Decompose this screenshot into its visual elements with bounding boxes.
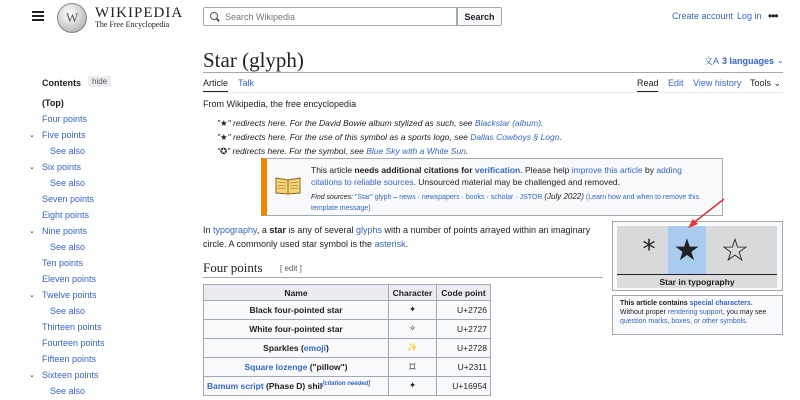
- title-divider: [203, 72, 783, 73]
- intro-text-e: .: [405, 239, 409, 249]
- col-codepoint-header: Code point: [437, 285, 491, 301]
- row-character: ✧: [389, 320, 437, 339]
- hatnote-text: .: [465, 146, 469, 156]
- asterisk-link[interactable]: asterisk: [374, 239, 406, 249]
- find-books-link[interactable]: books: [465, 194, 485, 201]
- more-options-icon[interactable]: •••: [768, 9, 778, 23]
- question-marks-link[interactable]: question marks, boxes, or other symbols: [620, 318, 746, 325]
- black-star-glyph: ★: [668, 226, 706, 274]
- row-name-text: Sparkles (: [263, 343, 304, 353]
- special-characters-link[interactable]: special characters: [689, 300, 751, 307]
- intro-paragraph: [203, 223, 608, 251]
- row-codepoint: U+16954: [437, 377, 491, 396]
- hatnote-text: "★" redirects here. For the David Bowie album stylized as such, see: [217, 118, 475, 128]
- notice-text-8: . Unsourced material may be challenged and removed.: [413, 177, 621, 187]
- toc-item[interactable]: (Top): [42, 98, 64, 108]
- find-sources-label: Find sources:: [311, 194, 355, 201]
- improve-article-link[interactable]: improve this article: [571, 165, 643, 175]
- hatnote-text: .: [541, 118, 544, 128]
- wikipedia-globe-logo[interactable]: [57, 3, 87, 33]
- row-name-text: ): [326, 343, 329, 353]
- col-name-header: Name: [204, 285, 389, 301]
- from-wikipedia: From Wikipedia, the free encyclopedia: [203, 99, 357, 109]
- row-character: ⌑: [389, 358, 437, 377]
- toc-item[interactable]: See also: [50, 306, 86, 316]
- hatnote-link[interactable]: Blue Sky with a White Sun: [366, 146, 466, 156]
- citation-needed-link[interactable]: [citation needed]: [322, 381, 371, 388]
- table-row: [204, 301, 491, 320]
- toc-item[interactable]: Twelve points: [42, 290, 97, 300]
- emoji-link[interactable]: emoji: [303, 343, 326, 353]
- toc-expand-chevron-icon[interactable]: ⌄: [29, 164, 35, 171]
- toc-item[interactable]: Nine points: [42, 226, 88, 236]
- annotation-arrow-icon: [680, 196, 730, 232]
- hatnote-link[interactable]: Blackstar (album): [474, 118, 542, 128]
- intro-text-d: with a number of points arrayed within an imaginary circle. A commonly used star symbol is the: [203, 225, 591, 249]
- table-row: [204, 320, 491, 339]
- toc-item[interactable]: Five points: [42, 130, 86, 140]
- section-edit-link[interactable]: [ edit ]: [280, 264, 302, 273]
- citation-notice-text: [311, 164, 711, 188]
- tab-talk[interactable]: Talk: [238, 78, 255, 88]
- toc-expand-chevron-icon[interactable]: ⌄: [29, 228, 35, 235]
- intro-text-a: In: [203, 225, 214, 235]
- col-character-header: Character: [389, 285, 437, 301]
- row-name: [204, 339, 389, 358]
- main-menu-icon[interactable]: [32, 11, 44, 21]
- row-character: ✦: [389, 377, 437, 396]
- row-character: ✦: [389, 301, 437, 320]
- row-name: White four-pointed star: [204, 320, 389, 339]
- row-name: Black four-pointed star: [204, 301, 389, 320]
- languages-button[interactable]: [704, 54, 784, 67]
- chevron-down-icon: ⌄: [777, 56, 784, 65]
- toc-item[interactable]: See also: [50, 178, 86, 188]
- toc-item[interactable]: Fourteen points: [42, 338, 105, 348]
- tools-label: Tools: [750, 78, 772, 88]
- toc-item[interactable]: Four points: [42, 114, 88, 124]
- hatnote: [217, 132, 562, 143]
- hatnote-link[interactable]: Dallas Cowboys § Logo: [470, 132, 560, 142]
- special-text-4: .: [745, 318, 748, 325]
- hatnote-text: "✪" redirects here. For the symbol, see: [217, 146, 367, 156]
- login-link[interactable]: Log in: [737, 11, 762, 21]
- table-row: [204, 358, 491, 377]
- row-codepoint: U+2727: [437, 320, 491, 339]
- row-codepoint: U+2311: [437, 358, 491, 377]
- special-text-2: . Without proper: [620, 300, 753, 316]
- tab-read[interactable]: Read: [637, 78, 659, 88]
- toc-item[interactable]: See also: [50, 386, 86, 396]
- toc-expand-chevron-icon[interactable]: ⌄: [29, 372, 35, 379]
- verification-link[interactable]: verification: [474, 165, 521, 175]
- hatnote-text: .: [559, 132, 562, 142]
- toc-item[interactable]: Six points: [42, 162, 82, 172]
- square-lozenge-link[interactable]: Square lozenge: [244, 362, 308, 372]
- languages-label: 3 languages: [722, 55, 775, 66]
- wikipedia-wordmark[interactable]: WIKIPEDIA: [95, 5, 184, 21]
- notice-text-2: needs additional citations for: [354, 165, 475, 175]
- toc-expand-chevron-icon[interactable]: ⌄: [29, 292, 35, 299]
- glyphs-link[interactable]: glyphs: [355, 225, 382, 235]
- toc-item[interactable]: See also: [50, 242, 86, 252]
- notice-text-1: This article: [311, 165, 355, 175]
- intro-text-c: is any of several: [285, 225, 356, 235]
- rendering-support-link[interactable]: rendering support: [667, 309, 723, 316]
- search-icon: [210, 12, 220, 22]
- row-name: [204, 377, 389, 396]
- bamum-script-link[interactable]: Bamum script: [207, 381, 264, 391]
- table-row: [204, 339, 491, 358]
- find-sources: Find sources: "Star" glyph – news · newspapers · books · scholar · JSTOR (July 2022) (Learn how and when to remove this template message): [311, 192, 700, 212]
- find-sources-query-link[interactable]: "Star" glyph: [354, 194, 392, 201]
- table-row: [204, 377, 491, 396]
- white-star-glyph: ☆: [720, 231, 750, 269]
- row-name-text: ("pillow"): [307, 362, 348, 372]
- toc-item[interactable]: Fifteen points: [42, 354, 97, 364]
- asterisk-glyph: *: [642, 235, 656, 265]
- toc-item[interactable]: Thirteen points: [42, 322, 102, 332]
- toc-item[interactable]: Eleven points: [42, 274, 97, 284]
- learn-remove-template-link[interactable]: (Learn how and when to remove this template message): [311, 194, 700, 212]
- wikipedia-tagline: The Free Encyclopedia: [95, 20, 170, 29]
- find-jstor-link[interactable]: JSTOR: [519, 194, 543, 201]
- row-codepoint: U+2728: [437, 339, 491, 358]
- intro-text-b: , a: [256, 225, 270, 235]
- tools-menu[interactable]: [750, 78, 781, 89]
- row-name-text: (Phase D) shil: [263, 381, 323, 391]
- intro-star-bold: star: [269, 225, 286, 235]
- toc-item[interactable]: See also: [50, 146, 86, 156]
- row-character: ✨: [389, 339, 437, 358]
- toc-item[interactable]: Eight points: [42, 210, 90, 220]
- notice-date: (July 2022): [544, 192, 584, 201]
- adding-citations-link[interactable]: adding citations to reliable sources: [311, 165, 682, 187]
- toc-item[interactable]: Seven points: [42, 194, 95, 204]
- notice-text-4: . Please help: [520, 165, 572, 175]
- search-input[interactable]: [225, 12, 445, 22]
- tab-article[interactable]: Article: [203, 78, 229, 88]
- hatnote: [217, 118, 543, 129]
- toc-title: Contents: [42, 78, 81, 88]
- hatnote: [217, 146, 468, 157]
- book-icon: [275, 175, 301, 195]
- toc-item[interactable]: Sixteen points: [42, 370, 99, 380]
- special-text-1: This article contains: [620, 300, 690, 307]
- tab-view-history[interactable]: View history: [693, 78, 742, 88]
- page-title: Star (glyph): [203, 48, 304, 72]
- four-points-table: [203, 284, 491, 396]
- row-codepoint: U+2726: [437, 301, 491, 320]
- hatnote-text: "★" redirects here. For the use of this symbol as a sports logo, see: [217, 132, 471, 142]
- section-divider: [203, 277, 603, 278]
- special-characters-notice: [612, 295, 783, 335]
- find-newspapers-link[interactable]: newspapers: [421, 194, 460, 201]
- notice-text-6: by: [642, 165, 657, 175]
- chevron-down-icon: ⌄: [773, 78, 782, 88]
- infobox-caption: Star in typography: [617, 274, 777, 288]
- find-scholar-link[interactable]: scholar: [490, 194, 514, 201]
- tab-edit[interactable]: Edit: [668, 78, 684, 88]
- typography-link[interactable]: typography: [213, 225, 257, 235]
- toc-item[interactable]: Ten points: [42, 258, 84, 268]
- section-title: Four points: [203, 260, 263, 275]
- create-account-link[interactable]: Create account: [672, 11, 734, 21]
- special-text-3: , you may see: [722, 309, 767, 316]
- translate-icon: 文A: [704, 56, 720, 66]
- search-box[interactable]: [203, 7, 457, 26]
- toc-expand-chevron-icon[interactable]: ⌄: [29, 132, 35, 139]
- row-name: [204, 358, 389, 377]
- tabs-divider: [203, 92, 783, 93]
- search-button[interactable]: Search: [457, 7, 502, 26]
- find-news-link[interactable]: news: [399, 194, 416, 201]
- toc-hide-button[interactable]: hide: [88, 76, 111, 87]
